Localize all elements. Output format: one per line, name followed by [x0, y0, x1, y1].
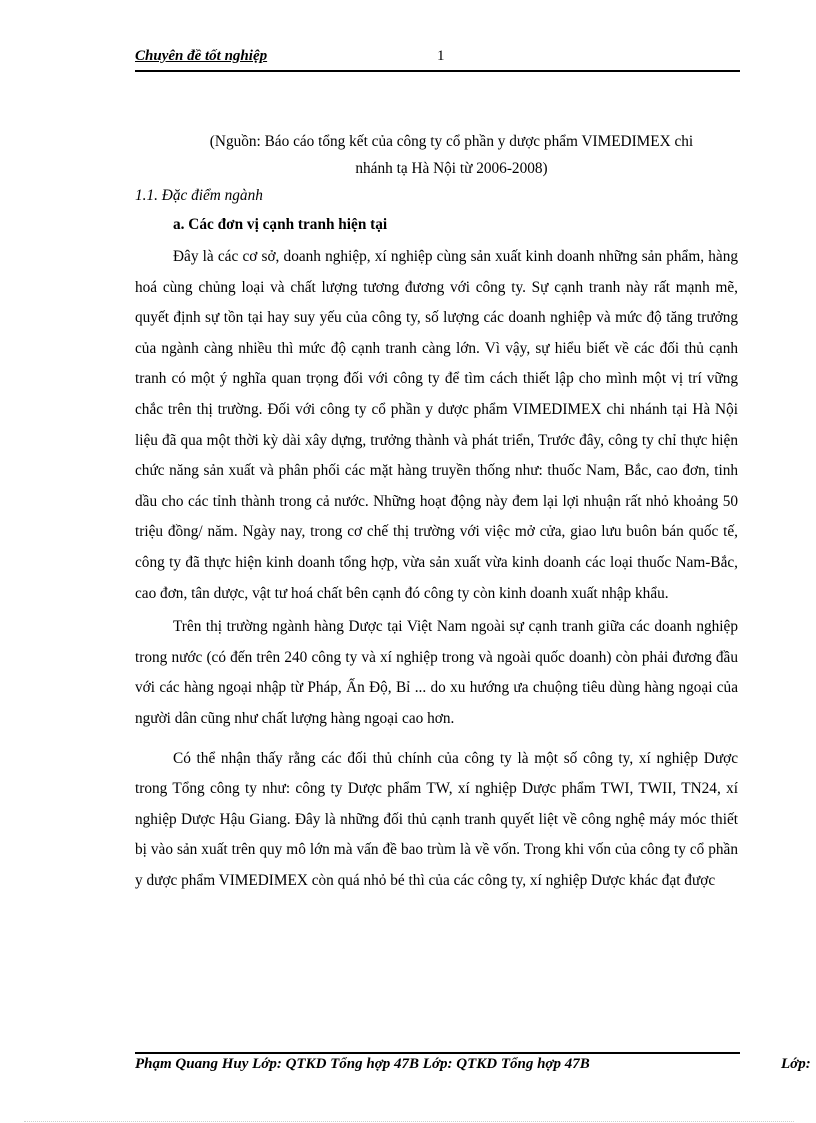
footer-divider	[135, 1052, 740, 1054]
paragraph-2: Trên thị trường ngành hàng Dược tại Việt Nam ngoài sự cạnh tranh giữa các doanh nghiệp trong nước (có đến trên 240 công ty và xí nghiệp trong và ngoài quốc doanh) còn phải đương đầu với các hàng ngoại nhập từ Pháp, Ấn Độ, Bỉ ... do xu hướng ưa chuộng tiêu dùng hàng ngoại của người dân cũng như chất lượng hàng ngoại cao hơn.	[135, 618, 738, 727]
page-bottom-edge	[24, 1121, 794, 1122]
paragraph-1: Đây là các cơ sở, doanh nghiệp, xí nghiệp cùng sản xuất kinh doanh những sản phẩm, hàng hoá cùng chủng loại và chất lượng tương đương với công ty. Sự cạnh tranh này rất mạnh mẽ, quyết định sự tồn tại hay suy yếu của công ty, số lượng các doanh nghiệp và mức độ tăng trưởng của ngành càng nhiều thì mức độ cạnh tranh càng lớn. Vì vậy, sự hiểu biết về các đối thủ cạnh tranh có một ý nghĩa quan trọng đối với công ty để tìm cách thiết lập cho mình một vị trí vững chắc trên thị trường. Đối với công ty cổ phần y dược phẩm VIMEDIMEX chi nhánh tại Hà Nội liệu đã qua một thời kỳ dài xây dựng, trưởng thành và phát triển, Trước đây, công ty chỉ thực hiện chức năng sản xuất và phân phối các mặt hàng truyền thống như: thuốc Nam, Bắc, cao đơn, tinh dầu cho các tỉnh thành trong cả nước. Những hoạt động này đem lại lợi nhuận rất nhỏ khoảng 50 triệu đồng/ năm. Ngày nay, trong cơ chế thị trường với việc mở cửa, giao lưu buôn bán quốc tế, công ty đã thực hiện kinh doanh tổng hợp, vừa sản xuất vừa kinh doanh các loại thuốc Nam-Bắc, cao đơn, tân dược, vật tư hoá chất bên cạnh đó công ty còn kinh doanh xuất nhập khẩu.	[135, 248, 738, 602]
section-heading: 1.1. Đặc điểm ngành	[135, 187, 263, 204]
footer-text: Phạm Quang Huy Lớp: QTKD Tổng hợp 47B Lớp: QTKD Tổng hợp 47B	[135, 1056, 590, 1072]
source-note	[135, 128, 738, 182]
footer-right-text: Lớp:	[781, 1056, 811, 1072]
page-header	[135, 48, 740, 72]
header-title: Chuyên đề tốt nghiệp	[135, 48, 268, 64]
paragraph-3: Có thể nhận thấy rằng các đối thủ chính của công ty là một số công ty, xí nghiệp Dược trong Tổng công ty như: công ty Dược phẩm TW, xí nghiệp Dược phẩm TWI, TWII, TN24, xí nghiệp Dược Hậu Giang. Đây là những đối thủ cạnh tranh quyết liệt về công nghệ máy móc thiết bị vào sản xuất trên quy mô lớn mà vấn đề bao trùm là về vốn. Trong khi vốn của công ty cổ phần y dược phẩm VIMEDIMEX còn quá nhỏ bé thì của các công ty, xí nghiệp Dược khác đạt được	[135, 749, 738, 889]
source-line-2: nhánh tạ Hà Nội từ 2006-2008)	[355, 160, 548, 177]
document-body	[135, 128, 738, 896]
source-line-1: (Nguồn: Báo cáo tổng kết của công ty cổ phần y dược phẩm VIMEDIMEX chi	[209, 133, 694, 150]
page-number: 1	[437, 48, 445, 64]
sub-heading: a. Các đơn vị cạnh tranh hiện tại	[173, 216, 388, 233]
